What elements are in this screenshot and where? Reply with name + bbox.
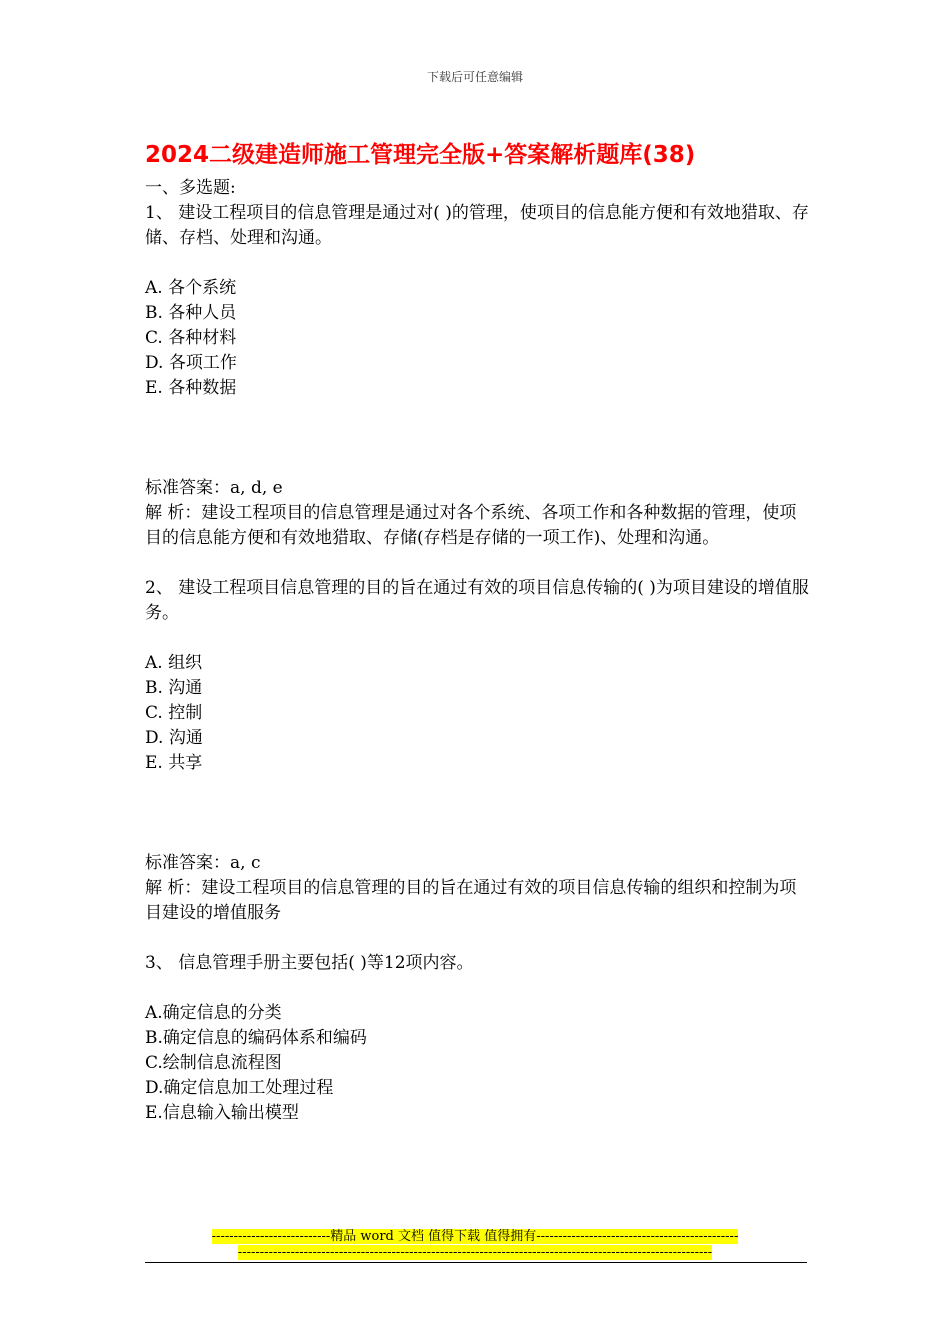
analysis-text: 建设工程项目的信息管理的目的旨在通过有效的项目信息传输的组织和控制为项目建设的增值服务: [145, 878, 797, 923]
question-block: [145, 951, 813, 1126]
analysis-text: 建设工程项目的信息管理是通过对各个系统、各项工作和各种数据的管理，使项目的信息能方便和有效地猎取、存储(存档是存储的一项工作)、处理和沟通。: [145, 503, 797, 548]
option-item: E. 共享: [145, 753, 203, 773]
footer-banner: [0, 1229, 950, 1244]
analysis: [145, 876, 813, 926]
question-block: [145, 576, 813, 951]
option-item: D.确定信息加工处理过程: [145, 1078, 334, 1098]
analysis-label: 解 析：: [145, 878, 202, 898]
header-note: 下载后可任意编辑: [426, 70, 523, 84]
option-item: E. 各种数据: [145, 378, 237, 398]
option-item: D. 沟通: [145, 728, 203, 748]
option-list: [145, 276, 813, 401]
option-item: A.确定信息的分类: [145, 1003, 282, 1023]
document-body: [145, 176, 813, 1126]
page-title: 2024二级建造师施工管理完全版+答案解析题库(38): [145, 142, 696, 168]
option-item: E.信息输入输出模型: [145, 1103, 299, 1123]
option-item: A. 各个系统: [145, 278, 237, 298]
question-text: 1、 建设工程项目的信息管理是通过对( )的管理，使项目的信息能方便和有效地猎取、存储、存档、处理和沟通。: [145, 203, 809, 248]
question-text: 2、 建设工程项目信息管理的目的旨在通过有效的项目信息传输的( )为项目建设的增值服务。: [145, 578, 809, 623]
section-heading: 一、多选题:: [145, 178, 236, 198]
question-block: [145, 201, 813, 576]
option-item: B. 各种人员: [145, 303, 237, 323]
option-item: C. 控制: [145, 703, 203, 723]
option-item: B. 沟通: [145, 678, 203, 698]
option-item: D. 各项工作: [145, 353, 237, 373]
footer-dash-text: ------------------------------------------------------------------------------------------------------------: [237, 1245, 713, 1260]
standard-answer: 标准答案：a, c: [145, 853, 261, 873]
option-item: A. 组织: [145, 653, 203, 673]
option-item: C. 各种材料: [145, 328, 237, 348]
question-text: 3、 信息管理手册主要包括( )等12项内容。: [145, 953, 474, 973]
option-list: [145, 651, 813, 776]
option-item: C.绘制信息流程图: [145, 1053, 282, 1073]
footer-banner-text: ---------------------------精品 word 文档 值得下载 值得拥有----------------------------------------------: [211, 1229, 739, 1244]
footer-dash-line: [0, 1245, 950, 1260]
analysis-label: 解 析：: [145, 503, 202, 523]
footer-rule: [145, 1262, 807, 1263]
standard-answer: 标准答案：a, d, e: [145, 478, 283, 498]
option-list: [145, 1001, 813, 1126]
option-item: B.确定信息的编码体系和编码: [145, 1028, 367, 1048]
analysis: [145, 501, 813, 551]
